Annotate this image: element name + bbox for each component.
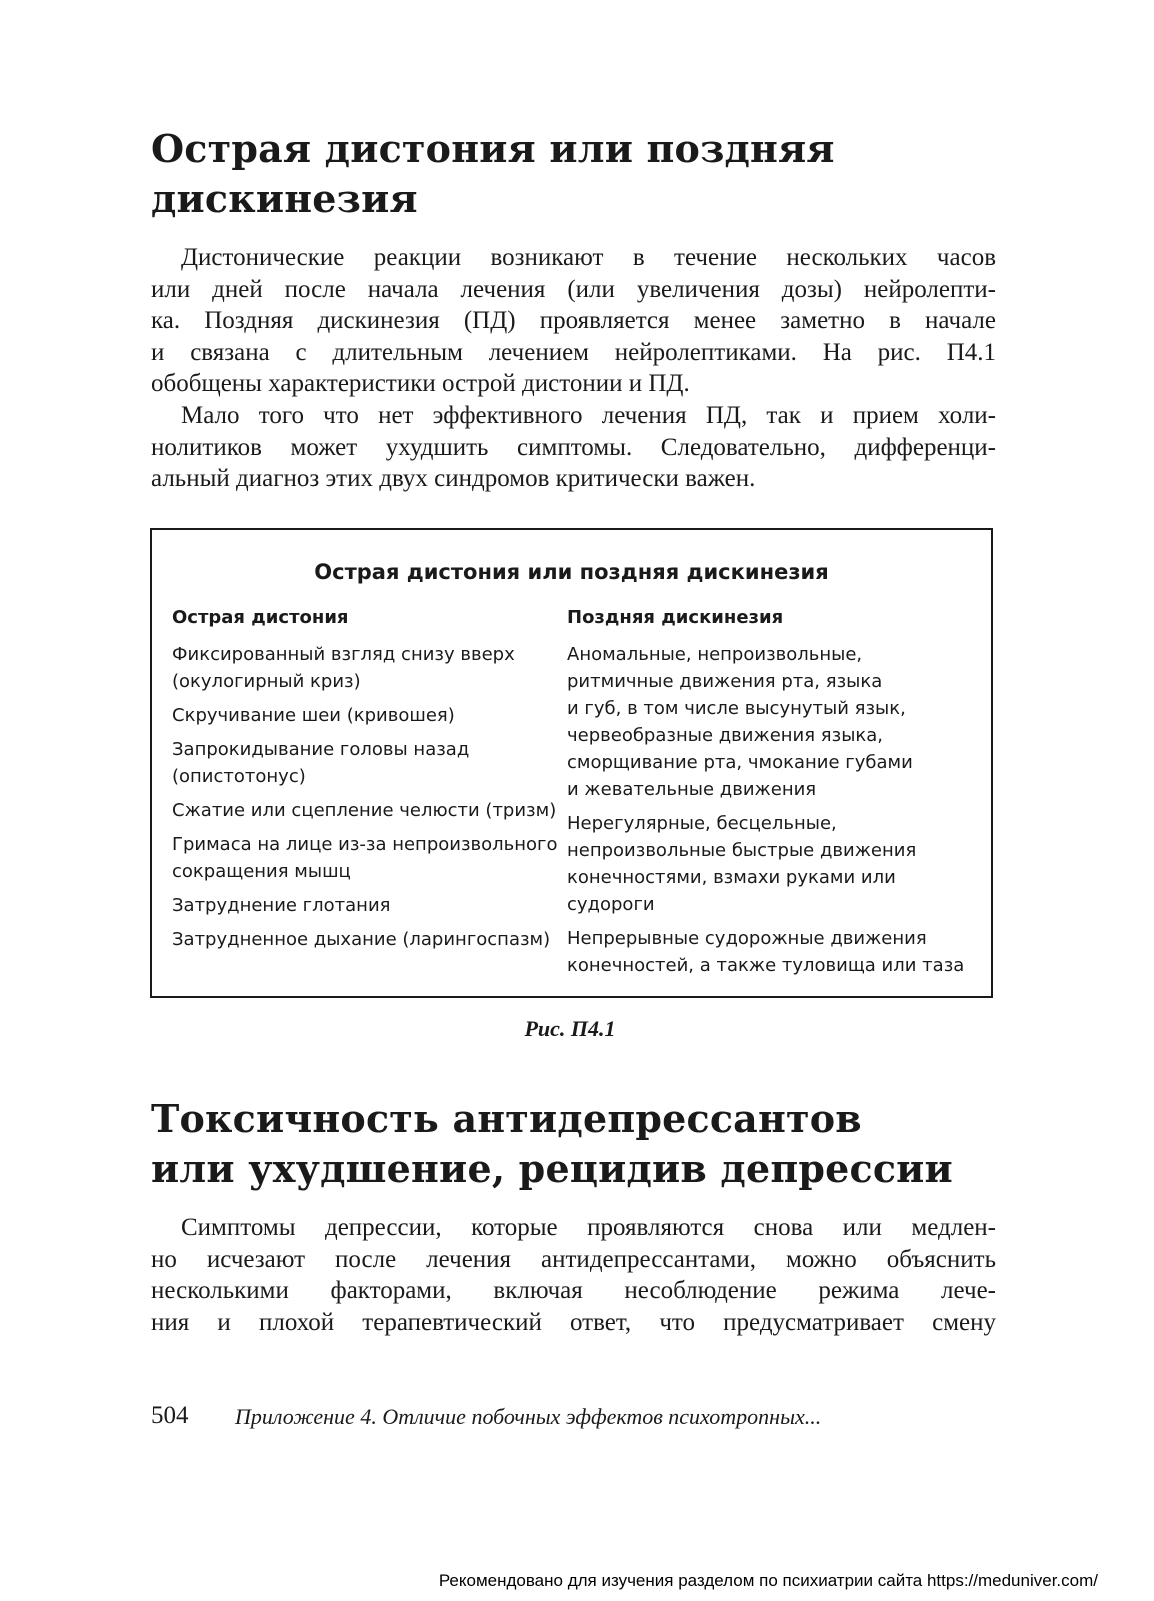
item-line: сокращения мышц: [172, 861, 351, 882]
item-line: Фиксированный взгляд снизу вверх: [172, 644, 515, 665]
list-item: [172, 702, 572, 729]
item-line: червеобразные движения языка,: [567, 725, 884, 746]
title-line: дискинезия: [151, 176, 418, 221]
text-line: ния и плохой терапевтический ответ, что предусматривает смену: [151, 1308, 996, 1336]
list-item: [172, 641, 572, 695]
title-line: или ухудшение, рецидив депрессии: [151, 1146, 953, 1191]
column-tardive-dyskinesia: [567, 604, 987, 986]
text-line: Симптомы депрессии, которые проявляются снова или медлен-: [181, 1214, 996, 1241]
text-line: но исчезают после лечения антидепрессантами, можно объяснить: [151, 1245, 996, 1273]
running-title: Приложение 4. Отличие побочных эффектов психотропных...: [235, 1404, 822, 1429]
list-item: [172, 831, 572, 885]
item-line: Аномальные, непроизвольные,: [567, 644, 863, 665]
item-line: (окулогирный криз): [172, 671, 361, 692]
section-title-antidepressant-toxicity: [151, 1094, 1011, 1194]
list-item: [172, 926, 572, 953]
item-line: судороги: [567, 894, 655, 915]
text-line: нолитиков может ухудшить симптомы. Следовательно, дифференци-: [151, 433, 996, 461]
list-item: [567, 641, 987, 803]
text-line: Мало того что нет эффективного лечения ПД, так и прием холи-: [181, 402, 996, 429]
paragraph-depression-relapse: [151, 1212, 996, 1338]
item-line: конечностей, а также туловища или таза: [567, 955, 965, 976]
column-acute-dystonia: [172, 604, 572, 960]
figure-caption: Рис. П4.1: [524, 1016, 616, 1041]
title-line: Острая дистония или поздняя: [151, 126, 835, 171]
list-item: [172, 892, 572, 919]
text-line: несколькими факторами, включая несоблюдение режима лече-: [151, 1277, 996, 1304]
text-line: и связана с длительным лечением нейролептиками. На рис. П4.1: [151, 338, 996, 366]
column-header: Острая дистония: [172, 607, 349, 628]
text-line: обобщены характеристики острой дистонии и ПД.: [151, 370, 690, 397]
item-line: конечностями, взмахи руками или: [567, 867, 896, 888]
list-item: [567, 925, 987, 979]
item-line: Затрудненное дыхание (ларингоспазм): [172, 929, 551, 950]
item-line: Нерегулярные, бесцельные,: [567, 813, 837, 834]
text-line: ка. Поздняя дискинезия (ПД) проявляется менее заметно в начале: [151, 307, 996, 334]
paragraph-dystonia-intro: [151, 242, 996, 400]
item-line: и жевательные движения: [567, 779, 817, 800]
figure-comparison-box: [150, 528, 993, 998]
item-line: и губ, в том числе высунутый язык,: [567, 698, 906, 719]
list-item: [567, 810, 987, 918]
item-line: Непрерывные судорожные движения: [567, 928, 927, 949]
page-number: 504: [151, 1402, 189, 1429]
item-line: (опистотонус): [172, 766, 306, 787]
text-line: альный диагноз этих двух синдромов критически важен.: [151, 465, 756, 492]
item-line: ритмичные движения рта, языка: [567, 671, 883, 692]
list-item: [172, 736, 572, 790]
title-line: Токсичность антидепрессантов: [151, 1096, 862, 1141]
text-line: Дистонические реакции возникают в течение нескольких часов: [181, 244, 996, 271]
item-line: Скручивание шеи (кривошея): [172, 705, 455, 726]
item-line: Затруднение глотания: [172, 895, 391, 916]
item-line: Сжатие или сцепление челюсти (тризм): [172, 800, 557, 821]
text-line: или дней после начала лечения (или увеличения дозы) нейролепти-: [151, 275, 996, 303]
watermark-text: Рекомендовано для изучения разделом по психиатрии сайта https://meduniver.com/: [438, 1571, 1098, 1590]
column-header: Поздняя дискинезия: [567, 607, 784, 628]
figure-title: Острая дистония или поздняя дискинезия: [314, 560, 829, 584]
list-item: [172, 797, 572, 824]
section-title-dystonia: [151, 124, 1011, 224]
paragraph-differential-diagnosis: [151, 400, 996, 495]
item-line: сморщивание рта, чмокание губами: [567, 752, 913, 773]
item-line: Запрокидывание головы назад: [172, 739, 470, 760]
item-line: Гримаса на лице из-за непроизвольного: [172, 834, 558, 855]
item-line: непроизвольные быстрые движения: [567, 840, 917, 861]
